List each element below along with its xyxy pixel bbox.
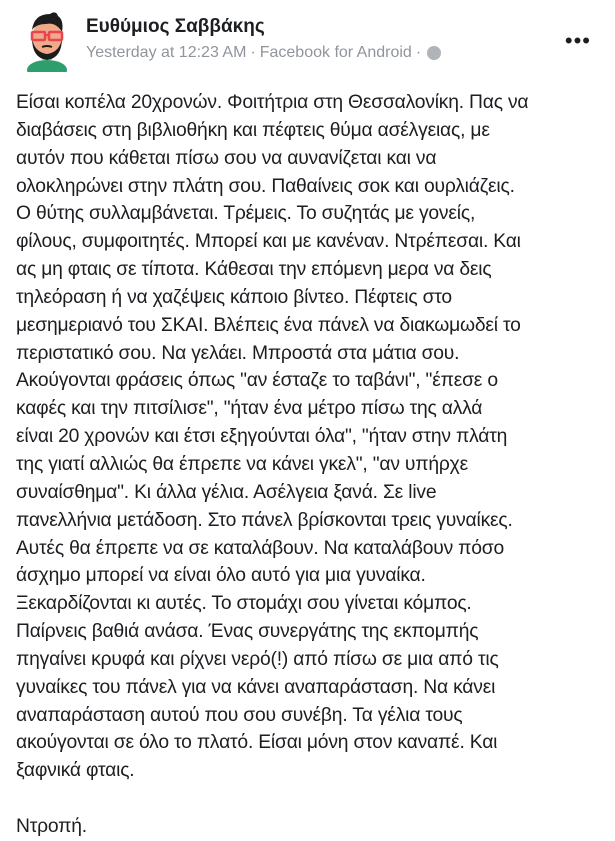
post-text-line: διαβάσεις στη βιβλιοθήκη και πέφτεις θύμα ασέλγειας, με [16,119,490,141]
more-dots-icon: ••• [564,28,591,53]
post-text-line: ακούγονται σε όλο το πλατό. Είσαι μόνη στον καναπέ. Και [16,732,498,754]
post-source: Facebook for Android [259,44,412,61]
post-meta [86,44,441,62]
more-options-button[interactable] [565,28,591,54]
avatar-illustration-icon [20,10,74,72]
post-text-line: Αυτές θα έπρεπε να σε καταλάβουν. Να καταλάβουν πόσο [16,537,505,559]
post-text-line: συναίσθημα". Κι άλλα γέλια. Ασέλγεια ξανά. Σε live [16,481,437,503]
post-text-line: ας μη φταις σε τίποτα. Κάθεσαι την επόμενη μερα να δεις [16,259,492,281]
post-text-line: αυτόν που κάθεται πίσω σου να αυνανίζεται και να [16,147,437,169]
post-text-line: καφές και την πιτσίλισε", "ήταν ένα μέτρο πίσω της αλλά [16,398,483,420]
post-text-line: Ο θύτης συλλαμβάνεται. Τρέμεις. Το συζητάς με γονείς, [16,203,476,225]
author-name[interactable]: Ευθύμιος Σαββάκης [86,16,265,37]
post-text-line: άσχημο μπορεί να είναι όλο αυτό για μια γυναίκα. [16,565,426,587]
post-text-line: Είσαι κοπέλα 20χρονών. Φοιτήτρια στη Θεσσαλονίκη. Πας να [16,92,529,113]
post-text-line: πηγαίνει κρυφά και ρίχνει νερό(!) από πίσω σε μια από τις [16,648,499,670]
post-text-line: Ακούγονται φράσεις όπως "αν έσταζε το ταβάνι", "έπεσε ο [16,370,498,392]
post-text-line: είναι 20 χρονών και έτσι εξηγούνται όλα", "ήταν στην πλάτη [16,426,508,448]
post-header [0,0,615,80]
globe-icon[interactable] [427,46,441,60]
post-timestamp[interactable]: Yesterday at 12:23 AM [86,44,247,61]
post-text-line: περιστατικό σου. Να γελάει. Μπροστά στα μάτια σου. [16,342,460,364]
post-text-line: ξαφνικά φταις. [16,760,135,782]
post-text-line: Παίρνεις βαθιά ανάσα. Ένας συνεργάτης της εκπομπής [16,621,479,643]
post-text-line: πανελλήνια μετάδοση. Στο πάνελ βρίσκονται τρεις γυναίκες. [16,509,513,531]
post-text-line: της γιατί αλλιώς θα έπρεπε να κάνει γκελ", "αν υπήρχε [16,453,468,475]
meta-separator: · [250,44,256,61]
post-text-line: τηλεόραση ή να χαζέψεις κάποιο βίντεο. Πέφτεις στο [16,286,452,308]
meta-separator: · [415,44,422,61]
post-text-line: γυναίκες του πάνελ για να κάνει αναπαράσταση. Να κάνει [16,676,496,698]
post-text-line: μεσημεριανό του ΣΚΑΙ. Βλέπεις ένα πάνελ να διακωμωδεί το [16,314,521,336]
post-body [16,89,528,841]
post-text-line: ολοκληρώνει στην πλάτη σου. Παθαίνεις σοκ και ουρλιάζεις. [16,175,515,197]
post-closing-text: Ντροπή. [16,815,87,837]
author-avatar[interactable] [20,10,74,72]
post-text-line: αναπαράσταση αυτού που σου συνέβη. Τα γέλια τους [16,704,463,726]
post-text-line: φίλους, συμφοιτητές. Μπορεί και με κανέναν. Ντρέπεσαι. Και [16,231,521,253]
post-text-line: Ξεκαρδίζονται κι αυτές. Το στομάχι σου γίνεται κόμπος. [16,593,472,615]
